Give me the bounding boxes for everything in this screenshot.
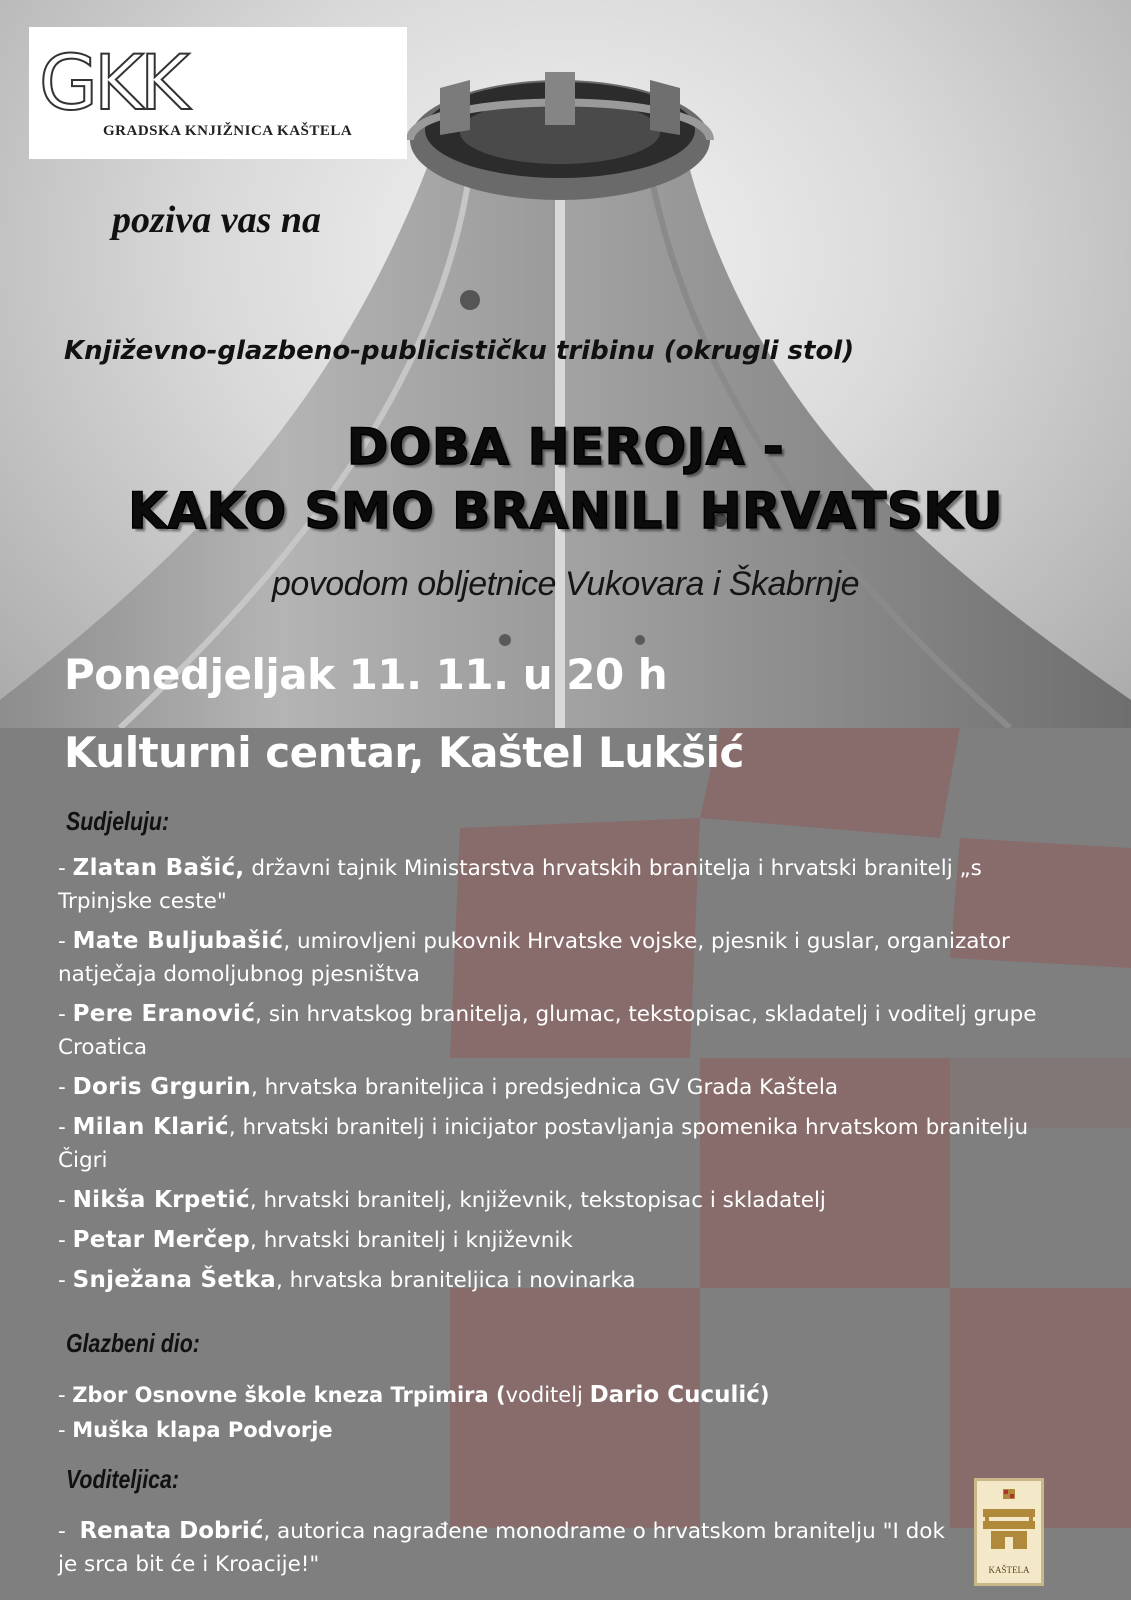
participant-desc: državni tajnik Ministarstva hrvatskih branitelja i hrvatski branitelj „s Trpinjske ceste" <box>58 856 982 914</box>
music-item-leader-name: Dario Cuculić <box>589 1382 760 1408</box>
list-item: - Pere Eranović, sin hrvatskog branitelja, glumac, tekstopisac, skladatelj i voditelj grupe Croatica <box>58 1001 1037 1060</box>
event-date: Ponedjeljak 11. 11. u 20 h <box>64 650 668 699</box>
participant-desc: , hrvatska braniteljica i novinarka <box>276 1268 636 1293</box>
participant-desc: , hrvatski branitelj, književnik, tekstopisac i skladatelj <box>249 1188 826 1213</box>
host-desc: , autorica nagrađene monodrame o hrvatskom branitelju "I dok je srca bit će i Kroacije!" <box>58 1519 945 1577</box>
occasion-subtitle: povodom obljetnice Vukovara i Škabrnje <box>271 565 860 603</box>
kastela-crest <box>974 1478 1044 1586</box>
host-name: Renata Dobrić <box>79 1518 264 1544</box>
list-item: - Doris Grgurin, hrvatska braniteljica i predsjednica GV Grada Kaštela <box>58 1074 839 1100</box>
music-list <box>58 1378 1058 1448</box>
event-title-line1: DOBA HEROJA - <box>346 418 785 476</box>
header-photo-water-tower <box>0 0 1131 728</box>
participants-heading: Sudjeluju: <box>66 806 170 836</box>
list-item: - Zlatan Bašić, državni tajnik Ministarstva hrvatskih branitelja i hrvatski branitelj „s Trpinjske ceste" <box>58 855 982 914</box>
logo-letters: GKK <box>39 38 186 127</box>
participant-name: Pere Eranović <box>72 1001 256 1027</box>
logo-subtitle: GRADSKA KNJIŽNICA KAŠTELA <box>103 123 353 139</box>
host-heading: Voditeljica: <box>66 1464 179 1494</box>
crest-label: KAŠTELA <box>988 1565 1030 1575</box>
participant-name: Mate Buljubašić <box>72 928 284 954</box>
participant-name: Milan Klarić <box>72 1114 229 1140</box>
participant-name: Nikša Krpetić <box>72 1187 250 1213</box>
castle-icon <box>977 1481 1041 1565</box>
music-item-choir: Zbor Osnovne škole kneza Trpimira ( <box>72 1383 506 1407</box>
library-logo <box>29 27 407 159</box>
participant-name: Snježana Šetka <box>72 1267 276 1293</box>
list-item: - Zbor Osnovne škole kneza Trpimira (voditelj Dario Cuculić) <box>58 1382 770 1408</box>
participant-name: Petar Merčep <box>72 1227 251 1253</box>
host-info: - Renata Dobrić, autorica nagrađene monodrame o hrvatskom branitelju "I dok je srca bit će i Kroacije!" <box>58 1518 945 1577</box>
participant-name: Doris Grgurin <box>72 1074 251 1100</box>
list-item: - Mate Buljubašić, umirovljeni pukovnik Hrvatske vojske, pjesnik i guslar, organizator natječaja domoljubnog pjesništva <box>58 928 1010 987</box>
music-item-lead: voditelj <box>505 1383 590 1407</box>
music-item-end: ) <box>759 1383 770 1407</box>
participants-list <box>58 852 1078 1304</box>
participant-desc: , sin hrvatskog branitelja, glumac, tekstopisac, skladatelj i voditelj grupe Croatica <box>58 1002 1037 1060</box>
list-item: - Nikša Krpetić, hrvatski branitelj, književnik, tekstopisac i skladatelj <box>58 1187 826 1213</box>
participant-desc: , hrvatski branitelj i književnik <box>250 1228 573 1253</box>
list-item: - Muška klapa Podvorje <box>58 1418 333 1442</box>
participant-desc: , hrvatski branitelj i inicijator postavljanja spomenika hrvatskom branitelju Čigri <box>58 1115 1029 1173</box>
music-heading: Glazbeni dio: <box>66 1328 200 1358</box>
participant-name: Zlatan Bašić, <box>72 855 245 881</box>
participant-desc: , hrvatska braniteljica i predsjednica GV Grada Kaštela <box>250 1075 839 1100</box>
invite-text: poziva vas na <box>112 199 321 241</box>
list-item: - Milan Klarić, hrvatski branitelj i inicijator postavljanja spomenika hrvatskom branitelju Čigri <box>58 1114 1029 1173</box>
event-venue: Kulturni centar, Kaštel Lukšić <box>64 728 744 777</box>
event-type: Književno-glazbeno-publicističku tribinu (okrugli stol) <box>64 336 855 366</box>
list-item: - Petar Merčep, hrvatski branitelj i književnik <box>58 1227 573 1253</box>
music-item-klapa: Muška klapa Podvorje <box>72 1418 333 1442</box>
participant-desc: , umirovljeni pukovnik Hrvatske vojske, pjesnik i guslar, organizator natječaja domoljubnog pjesništva <box>58 929 1010 987</box>
event-title-line2: KAKO SMO BRANILI HRVATSKU <box>128 482 1003 540</box>
list-item: - Snježana Šetka, hrvatska braniteljica i novinarka <box>58 1267 636 1293</box>
